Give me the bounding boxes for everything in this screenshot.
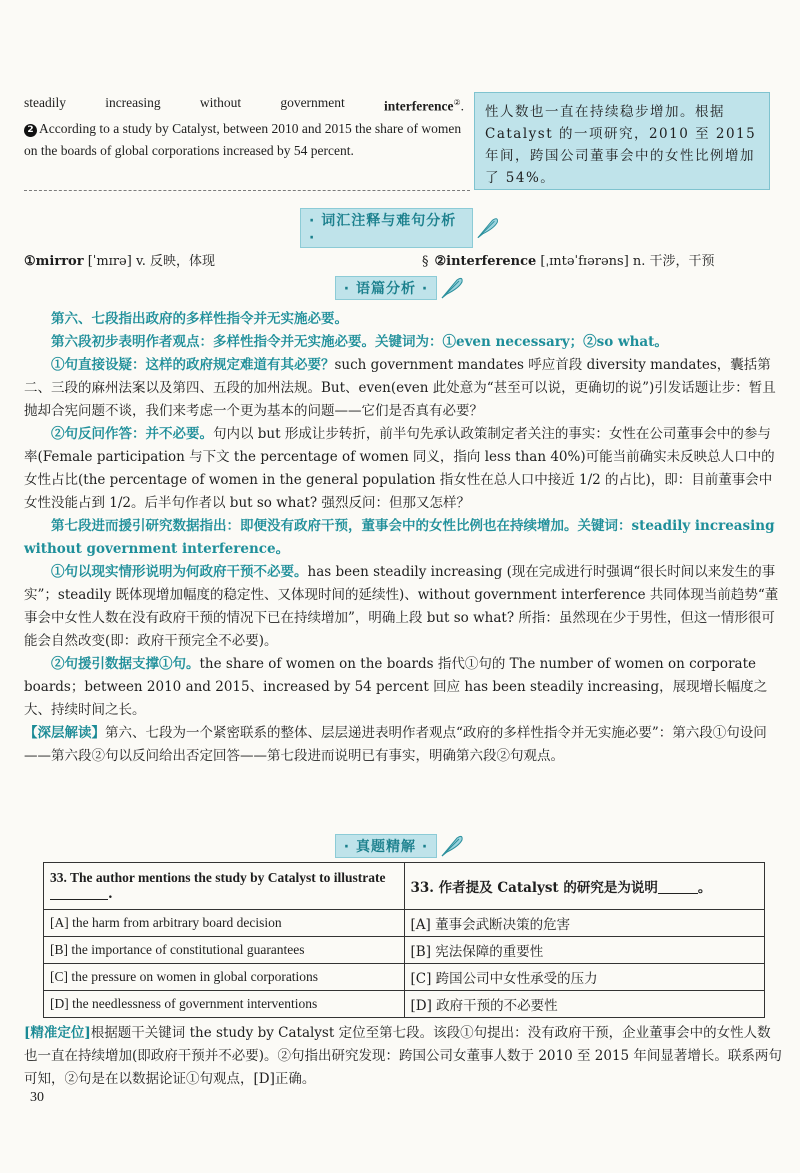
section-title: 词汇注释与难句分析 xyxy=(321,213,457,229)
answer-blank xyxy=(50,887,108,900)
analysis-text: 句内以 but 形成让步转折，前半句先承认政策制定者关注的事实：女性在公司董事会中的参与率(Female participation 与下文 the percentage of women 同义，指向 less than 40%)可能当前确实未反映总人口中的女性占比(the percentage of women in the general population 指女性在总人口中接近 1/2 的占比)，即：目前董事会中女性没能占到 1/2。后半句作者以 but so what? 强烈反问：但那又怎样？ xyxy=(24,426,775,511)
deep-reading-text: 第六、七段为一个紧密联系的整体、层层递进表明作者观点“政府的多样性指令并无实施必要”：第六段①句设问——第六段②句以反问给出否定回答——第七段进而说明已有事实，明确第六段②句观点。 xyxy=(24,725,767,764)
english-passage xyxy=(24,92,464,162)
question-en xyxy=(44,863,405,910)
passage-word: government xyxy=(280,95,345,110)
period: . xyxy=(460,98,464,114)
analysis-heading: 第六、七段指出政府的多样性指令并无实施必要。 xyxy=(51,311,348,327)
option-zh: [D] 政府干预的不必要性 xyxy=(404,991,765,1018)
section-header-exam: · 真题精解 · xyxy=(300,834,500,858)
vocab-word: ②interference xyxy=(434,254,537,269)
deep-reading-label: 【深层解读】 xyxy=(24,725,105,741)
feather-pen-icon xyxy=(475,216,500,240)
analysis-heading: 第七段进而援引研究数据指出：即便没有政府干预，董事会中的女性比例也在持续增加。关键词：steadily increasing without government interference。 xyxy=(24,518,775,557)
period: 。 xyxy=(697,880,712,896)
analysis-lead: ①句直接设疑：这样的政府规定难道有其必要？ xyxy=(51,357,335,373)
question-table xyxy=(43,862,765,1018)
analysis-text: the share of women on the boards 指代①句的 The number of women on corporate boards；between 2010 and 2015、increased by 54 percent 回应 has been steadily increasing，展现增长幅度之大、持续时间之长。 xyxy=(24,656,768,718)
analysis-text: has been steadily increasing (现在完成进行时强调“很长时间以来发生的事实”；steadily 既体现增加幅度的稳定性、又体现时间的延续性)、without government interference 共同体现当前趋势“董事会中女性人数在没有政府干预的情况下已在持续增加”，明确上段 but so what? 所指：虽然现在少于男性，但这一情形很可能会自然改变(即：政府干预完全不必要)。 xyxy=(24,564,779,649)
section-title: 语篇分析 xyxy=(356,281,416,297)
footnote-mark: ② xyxy=(453,98,461,107)
analysis-lead: ②句援引数据支撑①句。 xyxy=(51,656,200,672)
feather-pen-icon xyxy=(439,276,465,300)
passage-term: interference xyxy=(383,98,454,114)
vocab-definition: [ˈmɪrə] v. 反映，体现 xyxy=(83,254,216,269)
analysis-text: such government mandates 呼应首段 diversity mandates，囊括第二、三段的麻州法案以及第四、五段的加州法规。But、even(even 此处意为“甚至可以说，更确切的说”)引发话题让步：暂且抛却合宪问题不谈，我们来考虑一个更为基本的问题——它们是否真有必要？ xyxy=(24,357,776,419)
precise-location xyxy=(24,1022,784,1091)
bullet-icon: § xyxy=(422,254,429,269)
option-en: [B] the importance of constitutional guarantees xyxy=(44,937,405,964)
section-header-discourse: · 语篇分析 · xyxy=(300,276,500,300)
analysis-lead: ①句以现实情形说明为何政府干预不必要。 xyxy=(51,564,308,580)
paragraph-number-icon: 2 xyxy=(24,124,37,137)
option-zh: [A] 董事会武断决策的危害 xyxy=(404,910,765,937)
question-stem-zh: 33. 作者提及 Catalyst 的研究是为说明 xyxy=(410,880,658,896)
vocab-word: ①mirror xyxy=(24,254,84,269)
passage-word: increasing xyxy=(105,95,161,110)
divider xyxy=(24,190,470,191)
translation-box: 性人数也一直在持续稳步增加。根据 Catalyst 的一项研究，2010 至 2015 年间，跨国公司董事会中的女性比例增加了 54%。 xyxy=(474,92,770,190)
section-header-vocab: · 词汇注释与难句分析 · xyxy=(300,216,500,240)
question-stem-en: 33. The author mentions the study by Catalyst to illustrate xyxy=(50,870,386,885)
option-zh: [C] 跨国公司中女性承受的压力 xyxy=(404,964,765,991)
vocab-definition: [ˌɪntəˈfɪərəns] n. 干涉，干预 xyxy=(536,254,715,269)
precise-location-text: 根据题干关键词 the study by Catalyst 定位至第七段。该段①句提出：没有政府干预，企业董事会中的女性人数也一直在持续增加(即政府干预并不必要)。②句指出研究发现：跨国公司女董事人数于 2010 至 2015 年间显著增长。联系两句可知，②句是在以数据论证①句观点，[D]正确。 xyxy=(24,1025,782,1087)
question-zh xyxy=(404,863,765,910)
section-title: 真题精解 xyxy=(356,839,416,855)
option-zh: [B] 宪法保障的重要性 xyxy=(404,937,765,964)
answer-blank xyxy=(658,881,698,894)
analysis-lead: ②句反问作答：并不必要。 xyxy=(51,426,213,442)
period: . xyxy=(108,886,113,902)
passage-word: steadily xyxy=(24,95,66,110)
feather-pen-icon xyxy=(439,834,465,858)
option-en: [A] the harm from arbitrary board decision xyxy=(44,910,405,937)
vocab-notes xyxy=(24,250,784,269)
analysis-heading: 第六段初步表明作者观点：多样性指令并无实施必要。关键词为：①even necessary；②so what。 xyxy=(51,334,668,350)
option-en: [C] the pressure on women in global corporations xyxy=(44,964,405,991)
passage-sentence: According to a study by Catalyst, between 2010 and 2015 the share of women on the boards of global corporations increased by 54 percent. xyxy=(24,120,462,158)
precise-location-label: [精准定位] xyxy=(24,1025,91,1041)
option-en: [D] the needlessness of government interventions xyxy=(44,991,405,1018)
discourse-analysis xyxy=(24,308,784,768)
passage-word: without xyxy=(199,95,242,110)
page-number: 30 xyxy=(30,1090,44,1105)
